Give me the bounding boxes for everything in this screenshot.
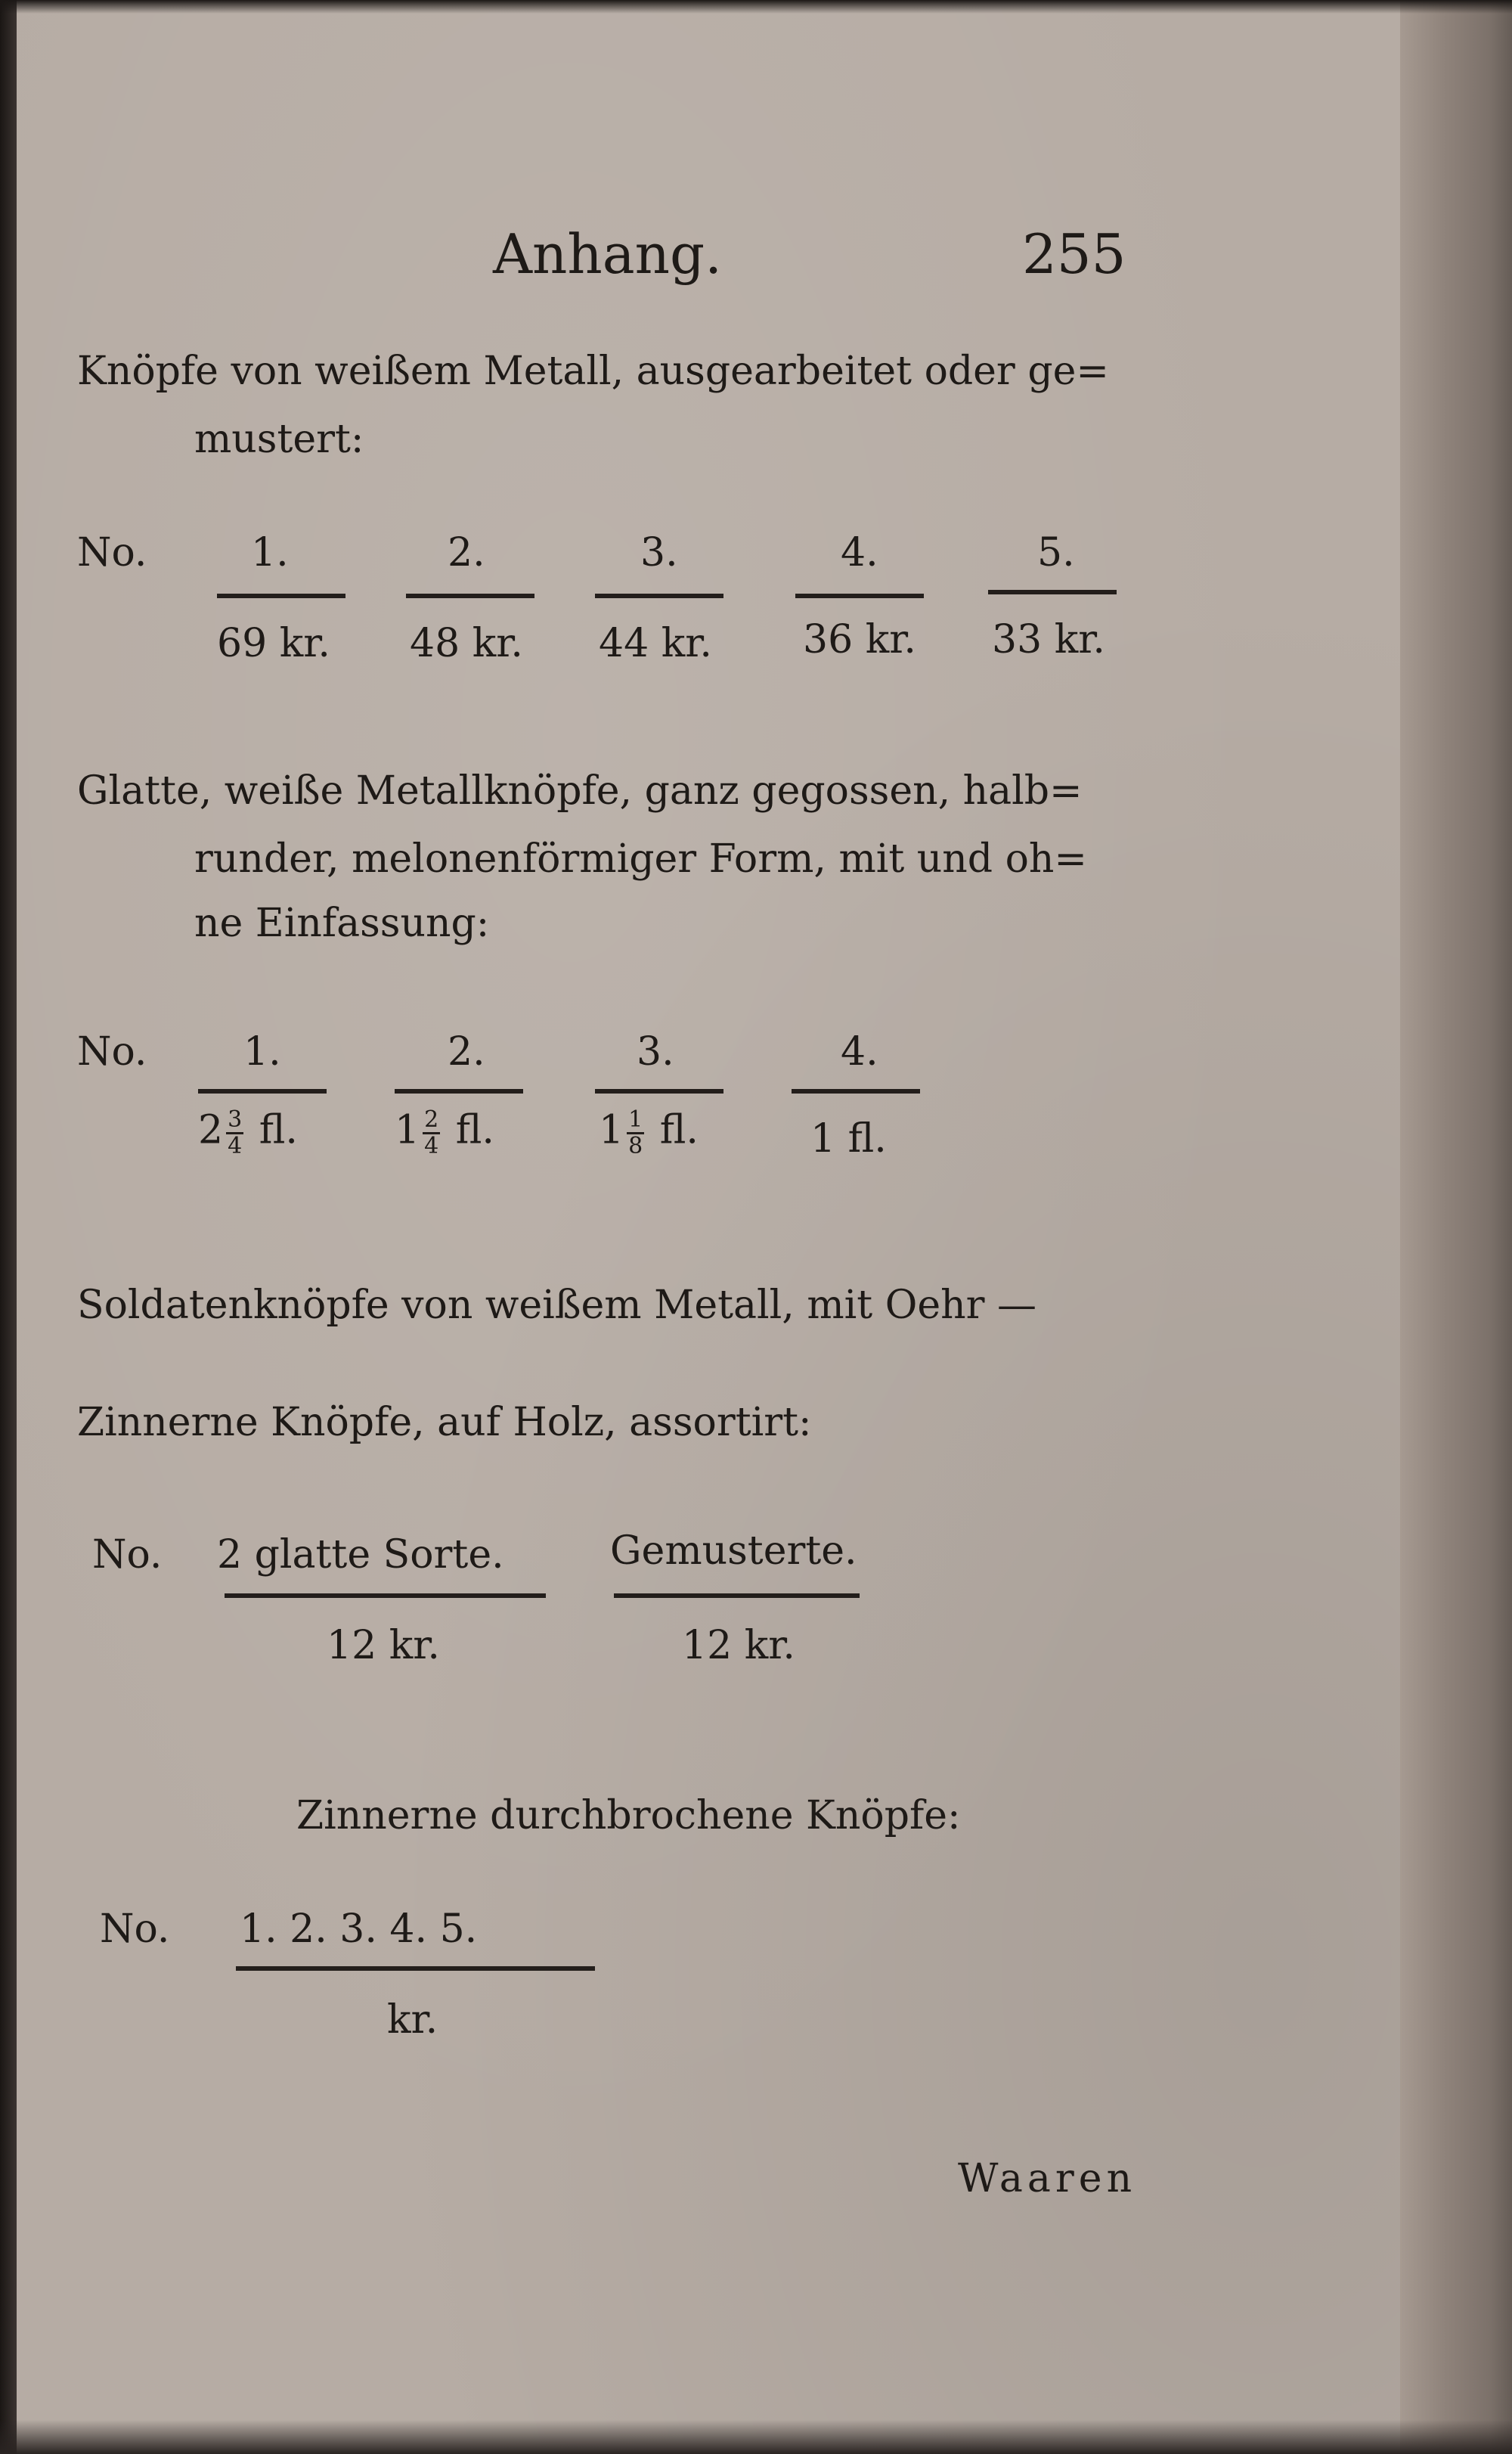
section1-item-price: 36 kr.	[803, 617, 916, 662]
section1-item-no: 5.	[1037, 530, 1075, 575]
section1-heading-line2: mustert:	[194, 417, 364, 462]
section2-item-no: 4.	[841, 1029, 878, 1075]
section1-rule	[406, 594, 534, 598]
section1-item-no: 3.	[640, 530, 678, 575]
fraction-numerator: 3	[228, 1106, 243, 1133]
section5-price: kr.	[387, 1997, 438, 2043]
section2-rule	[395, 1089, 523, 1094]
section5-rule	[236, 1966, 595, 1971]
section1-rule	[595, 594, 723, 598]
top-shadow	[0, 0, 1512, 14]
fraction-denominator: 4	[228, 1132, 243, 1159]
fraction	[226, 1108, 243, 1158]
fraction-whole: 1	[599, 1107, 624, 1153]
section1-item-no: 2.	[448, 530, 485, 575]
section4-rule-col2	[614, 1593, 860, 1598]
running-header-title: Anhang.	[493, 222, 723, 286]
book-spine-shadow	[0, 0, 17, 2454]
section1-item-price: 69 kr.	[217, 621, 330, 666]
section1-item-no: 1.	[251, 530, 289, 575]
section2-rule	[595, 1089, 723, 1094]
fraction-whole: 1	[395, 1107, 420, 1153]
section4-col2-price: 12 kr.	[682, 1623, 795, 1668]
section1-item-price: 33 kr.	[992, 617, 1105, 662]
section2-item-no: 3.	[637, 1029, 674, 1075]
section2-item-price: 1 fl.	[810, 1116, 887, 1162]
section1-no-label: No.	[77, 530, 147, 575]
section3-line: Soldatenknöpfe von weißem Metall, mit Oehr —	[77, 1283, 1036, 1328]
price-unit: fl.	[259, 1107, 298, 1153]
price-unit: fl.	[455, 1107, 494, 1153]
section1-rule	[217, 594, 345, 598]
fraction-numerator: 1	[628, 1106, 643, 1133]
section5-heading: Zinnerne durchbrochene Knöpfe:	[296, 1793, 961, 1838]
section4-col2-label: Gemusterte.	[610, 1528, 857, 1574]
section2-item-price	[599, 1108, 699, 1158]
fraction-denominator: 8	[628, 1132, 643, 1159]
fraction	[627, 1108, 644, 1158]
section4-col1-price: 12 kr.	[327, 1623, 440, 1668]
bottom-shadow	[0, 2420, 1512, 2454]
price-unit: fl.	[659, 1107, 699, 1153]
page-edge-stack	[1400, 0, 1512, 2454]
section2-heading-line3: ne Einfassung:	[194, 901, 490, 946]
section4-no-label: No.	[92, 1532, 163, 1578]
section2-item-no: 2.	[448, 1029, 485, 1075]
fraction-whole: 2	[198, 1107, 224, 1153]
section2-heading-line2: runder, melonenförmiger Form, mit und oh=	[194, 836, 1087, 882]
section2-heading-line1: Glatte, weiße Metallknöpfe, ganz gegossen, halb=	[77, 768, 1083, 814]
section2-rule	[198, 1089, 327, 1094]
fraction-numerator: 2	[424, 1106, 439, 1133]
book-page	[17, 0, 1400, 2454]
fraction	[423, 1108, 440, 1158]
fraction-denominator: 4	[424, 1132, 439, 1159]
section4-rule-col1	[225, 1593, 546, 1598]
section2-item-price	[395, 1108, 494, 1158]
section2-no-label: No.	[77, 1029, 147, 1075]
section1-rule	[988, 590, 1117, 594]
section1-item-price: 44 kr.	[599, 621, 712, 666]
section4-col1-label: 2 glatte Sorte.	[217, 1532, 504, 1578]
section2-item-no: 1.	[243, 1029, 281, 1075]
section4-heading: Zinnerne Knöpfe, auf Holz, assortirt:	[77, 1400, 812, 1445]
section1-rule	[795, 594, 924, 598]
section2-rule	[792, 1089, 920, 1094]
section5-numbers: 1. 2. 3. 4. 5.	[240, 1906, 478, 1952]
section1-heading-line1: Knöpfe von weißem Metall, ausgearbeitet oder ge=	[77, 349, 1109, 394]
catchword: Waaren	[958, 2156, 1137, 2201]
page-number: 255	[1022, 222, 1126, 286]
section5-no-label: No.	[100, 1906, 170, 1952]
section1-item-no: 4.	[841, 530, 878, 575]
section1-item-price: 48 kr.	[410, 621, 523, 666]
section2-item-price	[198, 1108, 298, 1158]
